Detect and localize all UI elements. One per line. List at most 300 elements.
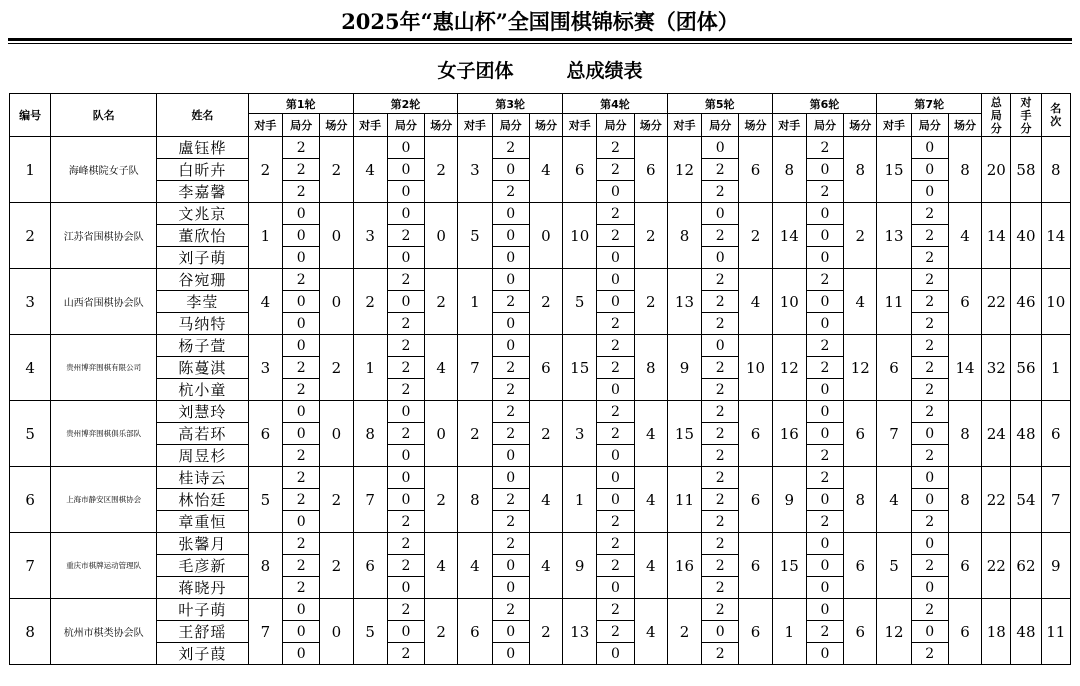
game-score: 0 bbox=[597, 489, 634, 511]
game-score: 2 bbox=[806, 445, 843, 467]
match-score: 6 bbox=[948, 533, 981, 599]
game-score: 2 bbox=[597, 313, 634, 335]
match-score: 2 bbox=[739, 203, 772, 269]
round-opponent: 15 bbox=[667, 401, 701, 467]
round-opponent: 3 bbox=[248, 335, 282, 401]
table-row bbox=[10, 599, 1071, 621]
match-score: 4 bbox=[739, 269, 772, 335]
game-score: 0 bbox=[911, 159, 948, 181]
match-score: 4 bbox=[634, 533, 667, 599]
round-opponent: 14 bbox=[772, 203, 806, 269]
game-score: 0 bbox=[911, 577, 948, 599]
game-score: 0 bbox=[283, 401, 320, 423]
game-score: 0 bbox=[806, 577, 843, 599]
match-score: 8 bbox=[948, 137, 981, 203]
team-name: 杭州市棋类协会队 bbox=[51, 599, 157, 665]
table-row bbox=[10, 401, 1071, 423]
player-name: 叶子萌 bbox=[157, 599, 249, 621]
match-score: 2 bbox=[425, 269, 458, 335]
match-score: 0 bbox=[425, 401, 458, 467]
game-score: 2 bbox=[597, 423, 634, 445]
game-score: 2 bbox=[283, 467, 320, 489]
round-opponent: 7 bbox=[248, 599, 282, 665]
game-score: 2 bbox=[597, 533, 634, 555]
round-opponent: 2 bbox=[353, 269, 387, 335]
player-name: 李莹 bbox=[157, 291, 249, 313]
rank: 6 bbox=[1041, 401, 1070, 467]
game-score: 0 bbox=[806, 599, 843, 621]
opponent-score: 56 bbox=[1011, 335, 1041, 401]
game-score: 2 bbox=[702, 291, 739, 313]
match-score: 10 bbox=[739, 335, 772, 401]
game-score: 2 bbox=[702, 599, 739, 621]
game-score: 0 bbox=[283, 291, 320, 313]
player-name: 章重恒 bbox=[157, 511, 249, 533]
game-score: 0 bbox=[492, 335, 529, 357]
opponent-score: 58 bbox=[1011, 137, 1041, 203]
game-score: 2 bbox=[702, 577, 739, 599]
opponent-score: 48 bbox=[1011, 599, 1041, 665]
match-score: 4 bbox=[425, 533, 458, 599]
match-score: 4 bbox=[634, 467, 667, 533]
game-score: 2 bbox=[283, 269, 320, 291]
game-score: 2 bbox=[806, 621, 843, 643]
game-score: 0 bbox=[283, 335, 320, 357]
game-score: 2 bbox=[283, 445, 320, 467]
game-score: 0 bbox=[492, 269, 529, 291]
game-score: 2 bbox=[283, 137, 320, 159]
game-score: 2 bbox=[492, 423, 529, 445]
header-round-4: 第4轮 bbox=[563, 94, 668, 114]
game-score: 2 bbox=[911, 401, 948, 423]
game-score: 0 bbox=[806, 247, 843, 269]
round-opponent: 3 bbox=[458, 137, 492, 203]
header-rank-text: 名 次 bbox=[1050, 102, 1062, 128]
match-score: 4 bbox=[529, 137, 562, 203]
game-score: 2 bbox=[387, 533, 424, 555]
game-score: 2 bbox=[387, 269, 424, 291]
match-score: 6 bbox=[739, 401, 772, 467]
game-score: 2 bbox=[387, 511, 424, 533]
round-opponent: 8 bbox=[248, 533, 282, 599]
header-opp: 对手 bbox=[877, 114, 911, 137]
game-score: 2 bbox=[911, 511, 948, 533]
round-opponent: 13 bbox=[563, 599, 597, 665]
round-opponent: 4 bbox=[248, 269, 282, 335]
game-score: 0 bbox=[387, 203, 424, 225]
round-opponent: 7 bbox=[458, 335, 492, 401]
opponent-score: 62 bbox=[1011, 533, 1041, 599]
player-name: 杨子萱 bbox=[157, 335, 249, 357]
game-score: 0 bbox=[597, 181, 634, 203]
rank: 7 bbox=[1041, 467, 1070, 533]
game-score: 2 bbox=[492, 137, 529, 159]
game-score: 2 bbox=[702, 555, 739, 577]
header-game: 局分 bbox=[283, 114, 320, 137]
match-score: 2 bbox=[844, 203, 877, 269]
round-opponent: 6 bbox=[353, 533, 387, 599]
header-opp: 对手 bbox=[667, 114, 701, 137]
team-id: 8 bbox=[10, 599, 51, 665]
game-score: 2 bbox=[597, 225, 634, 247]
round-opponent: 8 bbox=[772, 137, 806, 203]
player-name: 王舒瑶 bbox=[157, 621, 249, 643]
game-score: 2 bbox=[387, 555, 424, 577]
game-score: 0 bbox=[492, 203, 529, 225]
match-score: 0 bbox=[320, 599, 353, 665]
game-score: 2 bbox=[387, 357, 424, 379]
table-row bbox=[10, 137, 1071, 159]
game-score: 2 bbox=[597, 621, 634, 643]
game-score: 0 bbox=[702, 335, 739, 357]
game-score: 2 bbox=[387, 335, 424, 357]
header-id: 编号 bbox=[10, 94, 51, 137]
round-opponent: 3 bbox=[563, 401, 597, 467]
header-opp: 对手 bbox=[458, 114, 492, 137]
round-opponent: 5 bbox=[248, 467, 282, 533]
game-score: 2 bbox=[806, 269, 843, 291]
total-game-score: 14 bbox=[982, 203, 1011, 269]
match-score: 4 bbox=[948, 203, 981, 269]
player-name: 张馨月 bbox=[157, 533, 249, 555]
game-score: 2 bbox=[597, 555, 634, 577]
round-opponent: 6 bbox=[248, 401, 282, 467]
match-score: 8 bbox=[948, 401, 981, 467]
game-score: 2 bbox=[492, 511, 529, 533]
match-score: 4 bbox=[844, 269, 877, 335]
game-score: 2 bbox=[806, 357, 843, 379]
match-score: 8 bbox=[634, 335, 667, 401]
game-score: 2 bbox=[283, 181, 320, 203]
game-score: 2 bbox=[806, 511, 843, 533]
header-game: 局分 bbox=[806, 114, 843, 137]
total-game-score: 18 bbox=[982, 599, 1011, 665]
rank: 10 bbox=[1041, 269, 1070, 335]
game-score: 0 bbox=[492, 555, 529, 577]
game-score: 2 bbox=[702, 159, 739, 181]
opponent-score: 48 bbox=[1011, 401, 1041, 467]
game-score: 0 bbox=[911, 423, 948, 445]
player-name: 盧钰桦 bbox=[157, 137, 249, 159]
match-score: 0 bbox=[320, 203, 353, 269]
game-score: 0 bbox=[702, 203, 739, 225]
match-score: 2 bbox=[320, 137, 353, 203]
match-score: 0 bbox=[529, 203, 562, 269]
game-score: 2 bbox=[492, 401, 529, 423]
round-opponent: 1 bbox=[563, 467, 597, 533]
round-opponent: 9 bbox=[667, 335, 701, 401]
game-score: 0 bbox=[806, 203, 843, 225]
round-opponent: 11 bbox=[877, 269, 911, 335]
page-title: 2025年“惠山杯”全国围棋锦标赛（团体） bbox=[341, 9, 739, 34]
game-score: 2 bbox=[387, 379, 424, 401]
header-match: 场分 bbox=[320, 114, 353, 137]
match-score: 6 bbox=[948, 599, 981, 665]
player-name: 蒋晓丹 bbox=[157, 577, 249, 599]
game-score: 0 bbox=[492, 621, 529, 643]
game-score: 0 bbox=[387, 291, 424, 313]
player-name: 李嘉馨 bbox=[157, 181, 249, 203]
game-score: 2 bbox=[911, 357, 948, 379]
game-score: 0 bbox=[492, 225, 529, 247]
game-score: 2 bbox=[911, 269, 948, 291]
header-match: 场分 bbox=[948, 114, 981, 137]
header-opp: 对手 bbox=[772, 114, 806, 137]
match-score: 6 bbox=[739, 467, 772, 533]
match-score: 4 bbox=[634, 599, 667, 665]
title-rule-thin bbox=[8, 43, 1072, 44]
game-score: 0 bbox=[387, 467, 424, 489]
player-name: 陈蔓淇 bbox=[157, 357, 249, 379]
team-id: 2 bbox=[10, 203, 51, 269]
page-subtitle: 女子团体 总成绩表 bbox=[437, 60, 643, 82]
match-score: 6 bbox=[844, 401, 877, 467]
round-opponent: 6 bbox=[458, 599, 492, 665]
round-opponent: 11 bbox=[667, 467, 701, 533]
player-name: 董欣怡 bbox=[157, 225, 249, 247]
player-name: 毛彦新 bbox=[157, 555, 249, 577]
game-score: 2 bbox=[911, 445, 948, 467]
game-score: 0 bbox=[492, 247, 529, 269]
match-score: 0 bbox=[320, 401, 353, 467]
round-opponent: 6 bbox=[563, 137, 597, 203]
header-round-6: 第6轮 bbox=[772, 94, 877, 114]
header-opp: 对手 bbox=[248, 114, 282, 137]
game-score: 2 bbox=[387, 423, 424, 445]
game-score: 2 bbox=[387, 599, 424, 621]
rank: 8 bbox=[1041, 137, 1070, 203]
header-round-2: 第2轮 bbox=[353, 94, 458, 114]
game-score: 2 bbox=[387, 225, 424, 247]
rank: 11 bbox=[1041, 599, 1070, 665]
game-score: 2 bbox=[387, 313, 424, 335]
game-score: 0 bbox=[911, 621, 948, 643]
player-name: 周昱杉 bbox=[157, 445, 249, 467]
game-score: 2 bbox=[911, 643, 948, 665]
header-match: 场分 bbox=[634, 114, 667, 137]
match-score: 2 bbox=[529, 599, 562, 665]
game-score: 0 bbox=[387, 247, 424, 269]
header-round-5: 第5轮 bbox=[667, 94, 772, 114]
game-score: 2 bbox=[911, 225, 948, 247]
match-score: 6 bbox=[844, 533, 877, 599]
header-name: 姓名 bbox=[157, 94, 249, 137]
header-total-game bbox=[982, 94, 1011, 137]
game-score: 2 bbox=[597, 511, 634, 533]
game-score: 2 bbox=[702, 643, 739, 665]
header-game: 局分 bbox=[911, 114, 948, 137]
round-opponent: 8 bbox=[458, 467, 492, 533]
team-id: 1 bbox=[10, 137, 51, 203]
opponent-score: 46 bbox=[1011, 269, 1041, 335]
header-round-1: 第1轮 bbox=[248, 94, 353, 114]
match-score: 2 bbox=[425, 467, 458, 533]
game-score: 0 bbox=[806, 159, 843, 181]
game-score: 0 bbox=[702, 621, 739, 643]
game-score: 0 bbox=[911, 533, 948, 555]
rank: 14 bbox=[1041, 203, 1070, 269]
game-score: 0 bbox=[283, 643, 320, 665]
match-score: 8 bbox=[948, 467, 981, 533]
match-score: 6 bbox=[739, 533, 772, 599]
game-score: 2 bbox=[702, 489, 739, 511]
game-score: 0 bbox=[806, 533, 843, 555]
opponent-score: 54 bbox=[1011, 467, 1041, 533]
round-opponent: 4 bbox=[353, 137, 387, 203]
table-row bbox=[10, 467, 1071, 489]
team-id: 4 bbox=[10, 335, 51, 401]
game-score: 0 bbox=[283, 511, 320, 533]
game-score: 2 bbox=[702, 445, 739, 467]
game-score: 2 bbox=[911, 291, 948, 313]
game-score: 2 bbox=[283, 357, 320, 379]
game-score: 0 bbox=[283, 203, 320, 225]
header-opp: 对手 bbox=[353, 114, 387, 137]
team-name: 贵州博弈围棋有限公司 bbox=[51, 335, 157, 401]
opponent-score: 40 bbox=[1011, 203, 1041, 269]
team-id: 3 bbox=[10, 269, 51, 335]
header-game: 局分 bbox=[597, 114, 634, 137]
game-score: 0 bbox=[806, 291, 843, 313]
player-name: 刘子葭 bbox=[157, 643, 249, 665]
game-score: 0 bbox=[492, 577, 529, 599]
match-score: 2 bbox=[529, 401, 562, 467]
total-game-score: 20 bbox=[982, 137, 1011, 203]
game-score: 2 bbox=[597, 335, 634, 357]
game-score: 0 bbox=[492, 643, 529, 665]
player-name: 刘慧玲 bbox=[157, 401, 249, 423]
round-opponent: 2 bbox=[248, 137, 282, 203]
header-match: 场分 bbox=[529, 114, 562, 137]
match-score: 2 bbox=[320, 533, 353, 599]
game-score: 0 bbox=[806, 643, 843, 665]
match-score: 2 bbox=[425, 137, 458, 203]
game-score: 0 bbox=[283, 599, 320, 621]
header-total-game-text: 总 局 分 bbox=[990, 95, 1002, 135]
header-match: 场分 bbox=[739, 114, 772, 137]
player-name: 高若环 bbox=[157, 423, 249, 445]
player-name: 白昕卉 bbox=[157, 159, 249, 181]
game-score: 0 bbox=[387, 445, 424, 467]
match-score: 6 bbox=[948, 269, 981, 335]
header-game: 局分 bbox=[702, 114, 739, 137]
match-score: 2 bbox=[425, 599, 458, 665]
match-score: 2 bbox=[320, 467, 353, 533]
round-opponent: 2 bbox=[458, 401, 492, 467]
match-score: 2 bbox=[634, 203, 667, 269]
team-id: 7 bbox=[10, 533, 51, 599]
game-score: 0 bbox=[806, 313, 843, 335]
game-score: 2 bbox=[597, 137, 634, 159]
player-name: 林怡廷 bbox=[157, 489, 249, 511]
game-score: 0 bbox=[387, 401, 424, 423]
game-score: 0 bbox=[283, 247, 320, 269]
game-score: 2 bbox=[597, 599, 634, 621]
round-opponent: 3 bbox=[353, 203, 387, 269]
game-score: 0 bbox=[597, 379, 634, 401]
game-score: 2 bbox=[911, 335, 948, 357]
game-score: 2 bbox=[492, 291, 529, 313]
team-name: 江苏省围棋协会队 bbox=[51, 203, 157, 269]
header-match: 场分 bbox=[844, 114, 877, 137]
game-score: 0 bbox=[387, 137, 424, 159]
game-score: 2 bbox=[702, 225, 739, 247]
game-score: 2 bbox=[283, 379, 320, 401]
game-score: 2 bbox=[283, 489, 320, 511]
game-score: 2 bbox=[702, 379, 739, 401]
player-name: 杭小童 bbox=[157, 379, 249, 401]
game-score: 0 bbox=[806, 555, 843, 577]
game-score: 2 bbox=[597, 401, 634, 423]
match-score: 14 bbox=[948, 335, 981, 401]
game-score: 2 bbox=[806, 335, 843, 357]
header-opp-score-text: 对 手 分 bbox=[1020, 95, 1032, 135]
game-score: 0 bbox=[702, 247, 739, 269]
game-score: 2 bbox=[492, 357, 529, 379]
player-name: 刘子萌 bbox=[157, 247, 249, 269]
round-opponent: 6 bbox=[877, 335, 911, 401]
header-team: 队名 bbox=[51, 94, 157, 137]
game-score: 2 bbox=[597, 203, 634, 225]
player-name: 马纳特 bbox=[157, 313, 249, 335]
match-score: 4 bbox=[634, 401, 667, 467]
game-score: 2 bbox=[911, 379, 948, 401]
match-score: 2 bbox=[320, 335, 353, 401]
game-score: 0 bbox=[806, 225, 843, 247]
game-score: 0 bbox=[702, 137, 739, 159]
round-opponent: 5 bbox=[877, 533, 911, 599]
match-score: 4 bbox=[425, 335, 458, 401]
game-score: 2 bbox=[387, 643, 424, 665]
game-score: 2 bbox=[492, 379, 529, 401]
game-score: 2 bbox=[911, 599, 948, 621]
game-score: 0 bbox=[597, 643, 634, 665]
game-score: 2 bbox=[911, 247, 948, 269]
game-score: 0 bbox=[492, 467, 529, 489]
game-score: 2 bbox=[702, 401, 739, 423]
game-score: 0 bbox=[597, 269, 634, 291]
round-opponent: 1 bbox=[353, 335, 387, 401]
round-opponent: 16 bbox=[772, 401, 806, 467]
game-score: 2 bbox=[806, 137, 843, 159]
game-score: 2 bbox=[492, 533, 529, 555]
team-name: 重庆市棋牌运动管理队 bbox=[51, 533, 157, 599]
game-score: 2 bbox=[492, 181, 529, 203]
game-score: 0 bbox=[387, 621, 424, 643]
header-match: 场分 bbox=[425, 114, 458, 137]
round-opponent: 10 bbox=[563, 203, 597, 269]
total-game-score: 32 bbox=[982, 335, 1011, 401]
round-opponent: 10 bbox=[772, 269, 806, 335]
round-opponent: 5 bbox=[458, 203, 492, 269]
game-score: 2 bbox=[806, 467, 843, 489]
game-score: 0 bbox=[387, 181, 424, 203]
match-score: 12 bbox=[844, 335, 877, 401]
round-opponent: 4 bbox=[877, 467, 911, 533]
game-score: 0 bbox=[283, 423, 320, 445]
header-game: 局分 bbox=[492, 114, 529, 137]
round-opponent: 1 bbox=[772, 599, 806, 665]
team-name: 上海市静安区围棋协会 bbox=[51, 467, 157, 533]
table-row bbox=[10, 269, 1071, 291]
team-name: 贵州博弈围棋俱乐部队 bbox=[51, 401, 157, 467]
game-score: 0 bbox=[911, 137, 948, 159]
match-score: 6 bbox=[739, 599, 772, 665]
game-score: 2 bbox=[283, 555, 320, 577]
round-opponent: 12 bbox=[667, 137, 701, 203]
match-score: 2 bbox=[529, 269, 562, 335]
game-score: 2 bbox=[911, 555, 948, 577]
